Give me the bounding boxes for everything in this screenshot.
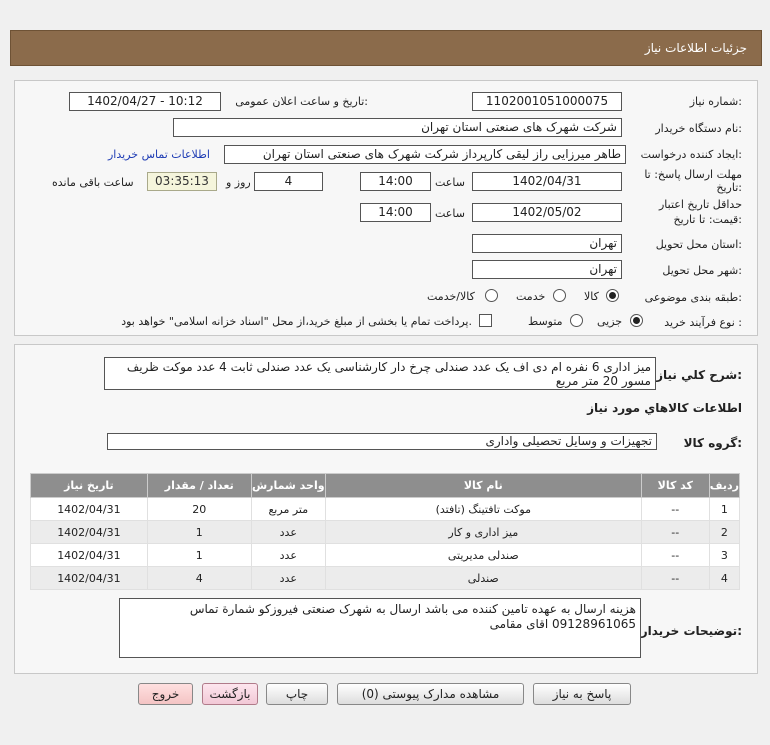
deadline-label-line1: مهلت ارسال پاسخ: تا <box>644 168 742 181</box>
deadline-time-field: 14:00 <box>360 172 431 191</box>
cell-unit: عدد <box>251 567 325 590</box>
validity-label-line1: حداقل تاریخ اعتبار <box>658 198 742 211</box>
city-field: تهران <box>472 260 622 279</box>
table-row <box>31 521 740 544</box>
goods-group-label: گروه کالا: <box>683 436 742 450</box>
summary-label: شرح كلي نياز: <box>656 368 742 382</box>
cell-row: 4 <box>709 567 739 590</box>
process-label: نوع فرآیند خرید : <box>664 316 742 329</box>
table-row <box>31 498 740 521</box>
category-radio-both[interactable] <box>485 289 498 302</box>
treasury-note: پرداخت تمام یا بخشی از مبلغ خرید،از محل "اسناد خزانه اسلامی" خواهد بود. <box>121 315 472 328</box>
days-remaining-field: 4 <box>254 172 323 191</box>
page-header <box>10 30 762 66</box>
category-option-both: کالا/خدمت <box>427 290 475 303</box>
need-number-field: 1102001051000075 <box>472 92 622 111</box>
days-label: روز و <box>226 176 251 189</box>
requester-label: ایجاد کننده درخواست: <box>640 148 742 161</box>
process-radio-medium[interactable] <box>570 314 583 327</box>
cell-code: -- <box>641 521 709 544</box>
buyer-notes-label: توضیحات خریدار: <box>640 624 742 638</box>
need-number-label: شماره نیاز: <box>689 95 742 108</box>
validity-time-label: ساعت <box>435 207 465 220</box>
cell-unit: عدد <box>251 521 325 544</box>
goods-group-field: تجهیزات و وسایل تحصیلی واداری <box>107 433 657 450</box>
cell-date: 1402/04/31 <box>31 521 148 544</box>
cell-row: 2 <box>709 521 739 544</box>
buyer-org-label: نام دستگاه خریدار: <box>655 122 742 135</box>
goods-table-header <box>31 474 740 498</box>
col-qty: تعداد / مقدار <box>147 474 251 498</box>
cell-code: -- <box>641 544 709 567</box>
validity-label-line2: قیمت: تا تاریخ: <box>673 213 742 226</box>
validity-date-field: 1402/05/02 <box>472 203 622 222</box>
deadline-date-field: 1402/04/31 <box>472 172 622 191</box>
cell-unit: عدد <box>251 544 325 567</box>
deadline-label-line2: تاریخ: <box>716 181 742 194</box>
back-button[interactable]: بازگشت <box>202 683 258 705</box>
col-unit: واحد شمارش <box>251 474 325 498</box>
summary-text: میز اداری 6 نفره ام دی اف یک عدد صندلی چرخ دار کارشناسی یک عدد صندلی ثابت 4 عدد موکت ظریف مسور 20 متر مربع <box>104 357 656 390</box>
cell-qty: 1 <box>147 544 251 567</box>
buyer-org-field: شرکت شهرک های صنعتی استان تهران <box>173 118 622 137</box>
cell-name: صندلی <box>325 567 641 590</box>
cell-row: 3 <box>709 544 739 567</box>
category-option-goods: کالا <box>584 290 599 303</box>
page-title: جزئیات اطلاعات نیاز <box>644 41 747 55</box>
process-radio-minor[interactable] <box>630 314 643 327</box>
goods-section-title: اطلاعات کالاهاي مورد نياز <box>587 401 742 415</box>
cell-date: 1402/04/31 <box>31 544 148 567</box>
announce-label: تاریخ و ساعت اعلان عمومی: <box>235 95 368 108</box>
col-name: نام کالا <box>325 474 641 498</box>
category-radio-service[interactable] <box>553 289 566 302</box>
cell-date: 1402/04/31 <box>31 498 148 521</box>
city-label: شهر محل تحویل: <box>662 264 742 277</box>
requester-field: طاهر میرزایی راز لیقی کارپرداز شرکت شهرک های صنعتی استان تهران <box>224 145 626 164</box>
process-option-medium: متوسط <box>528 315 563 328</box>
print-button[interactable]: چاپ <box>266 683 328 705</box>
category-radio-goods[interactable] <box>606 289 619 302</box>
deadline-time-label: ساعت <box>435 176 465 189</box>
col-code: کد کالا <box>641 474 709 498</box>
cell-date: 1402/04/31 <box>31 567 148 590</box>
buyer-contact-link[interactable]: اطلاعات تماس خریدار <box>108 148 210 161</box>
col-date: تاریخ نیاز <box>31 474 148 498</box>
cell-qty: 4 <box>147 567 251 590</box>
cell-qty: 20 <box>147 498 251 521</box>
buyer-notes-text: هزینه ارسال به عهده تامین کننده می باشد ارسال به شهرک صنعتی فیروزکو شمارة تماس 09128961065 اقای مقامی <box>119 598 641 658</box>
attachments-button[interactable]: مشاهده مدارک پیوستی (0) <box>337 683 524 705</box>
province-label: استان محل تحویل: <box>655 238 742 251</box>
exit-button[interactable]: خروج <box>138 683 193 705</box>
col-row: ردیف <box>709 474 739 498</box>
province-field: تهران <box>472 234 622 253</box>
cell-row: 1 <box>709 498 739 521</box>
cell-name: میز اداری و کار <box>325 521 641 544</box>
table-row <box>31 544 740 567</box>
cell-code: -- <box>641 498 709 521</box>
cell-code: -- <box>641 567 709 590</box>
announce-field: 1402/04/27 - 10:12 <box>69 92 221 111</box>
validity-time-field: 14:00 <box>360 203 431 222</box>
cell-name: موکت تافتینگ (تافتد) <box>325 498 641 521</box>
table-row <box>31 567 740 590</box>
treasury-checkbox[interactable] <box>479 314 492 327</box>
process-option-minor: جزیی <box>597 315 623 328</box>
cell-name: صندلی مدیریتی <box>325 544 641 567</box>
remaining-time-label: ساعت باقی مانده <box>52 176 134 189</box>
goods-table <box>30 473 740 590</box>
cell-qty: 1 <box>147 521 251 544</box>
category-option-service: خدمت <box>516 290 546 303</box>
reply-button[interactable]: پاسخ به نیاز <box>533 683 631 705</box>
remaining-time-timer: 03:35:13 <box>147 172 217 191</box>
category-label: طبقه بندی موضوعی: <box>644 291 742 304</box>
cell-unit: متر مربع <box>251 498 325 521</box>
